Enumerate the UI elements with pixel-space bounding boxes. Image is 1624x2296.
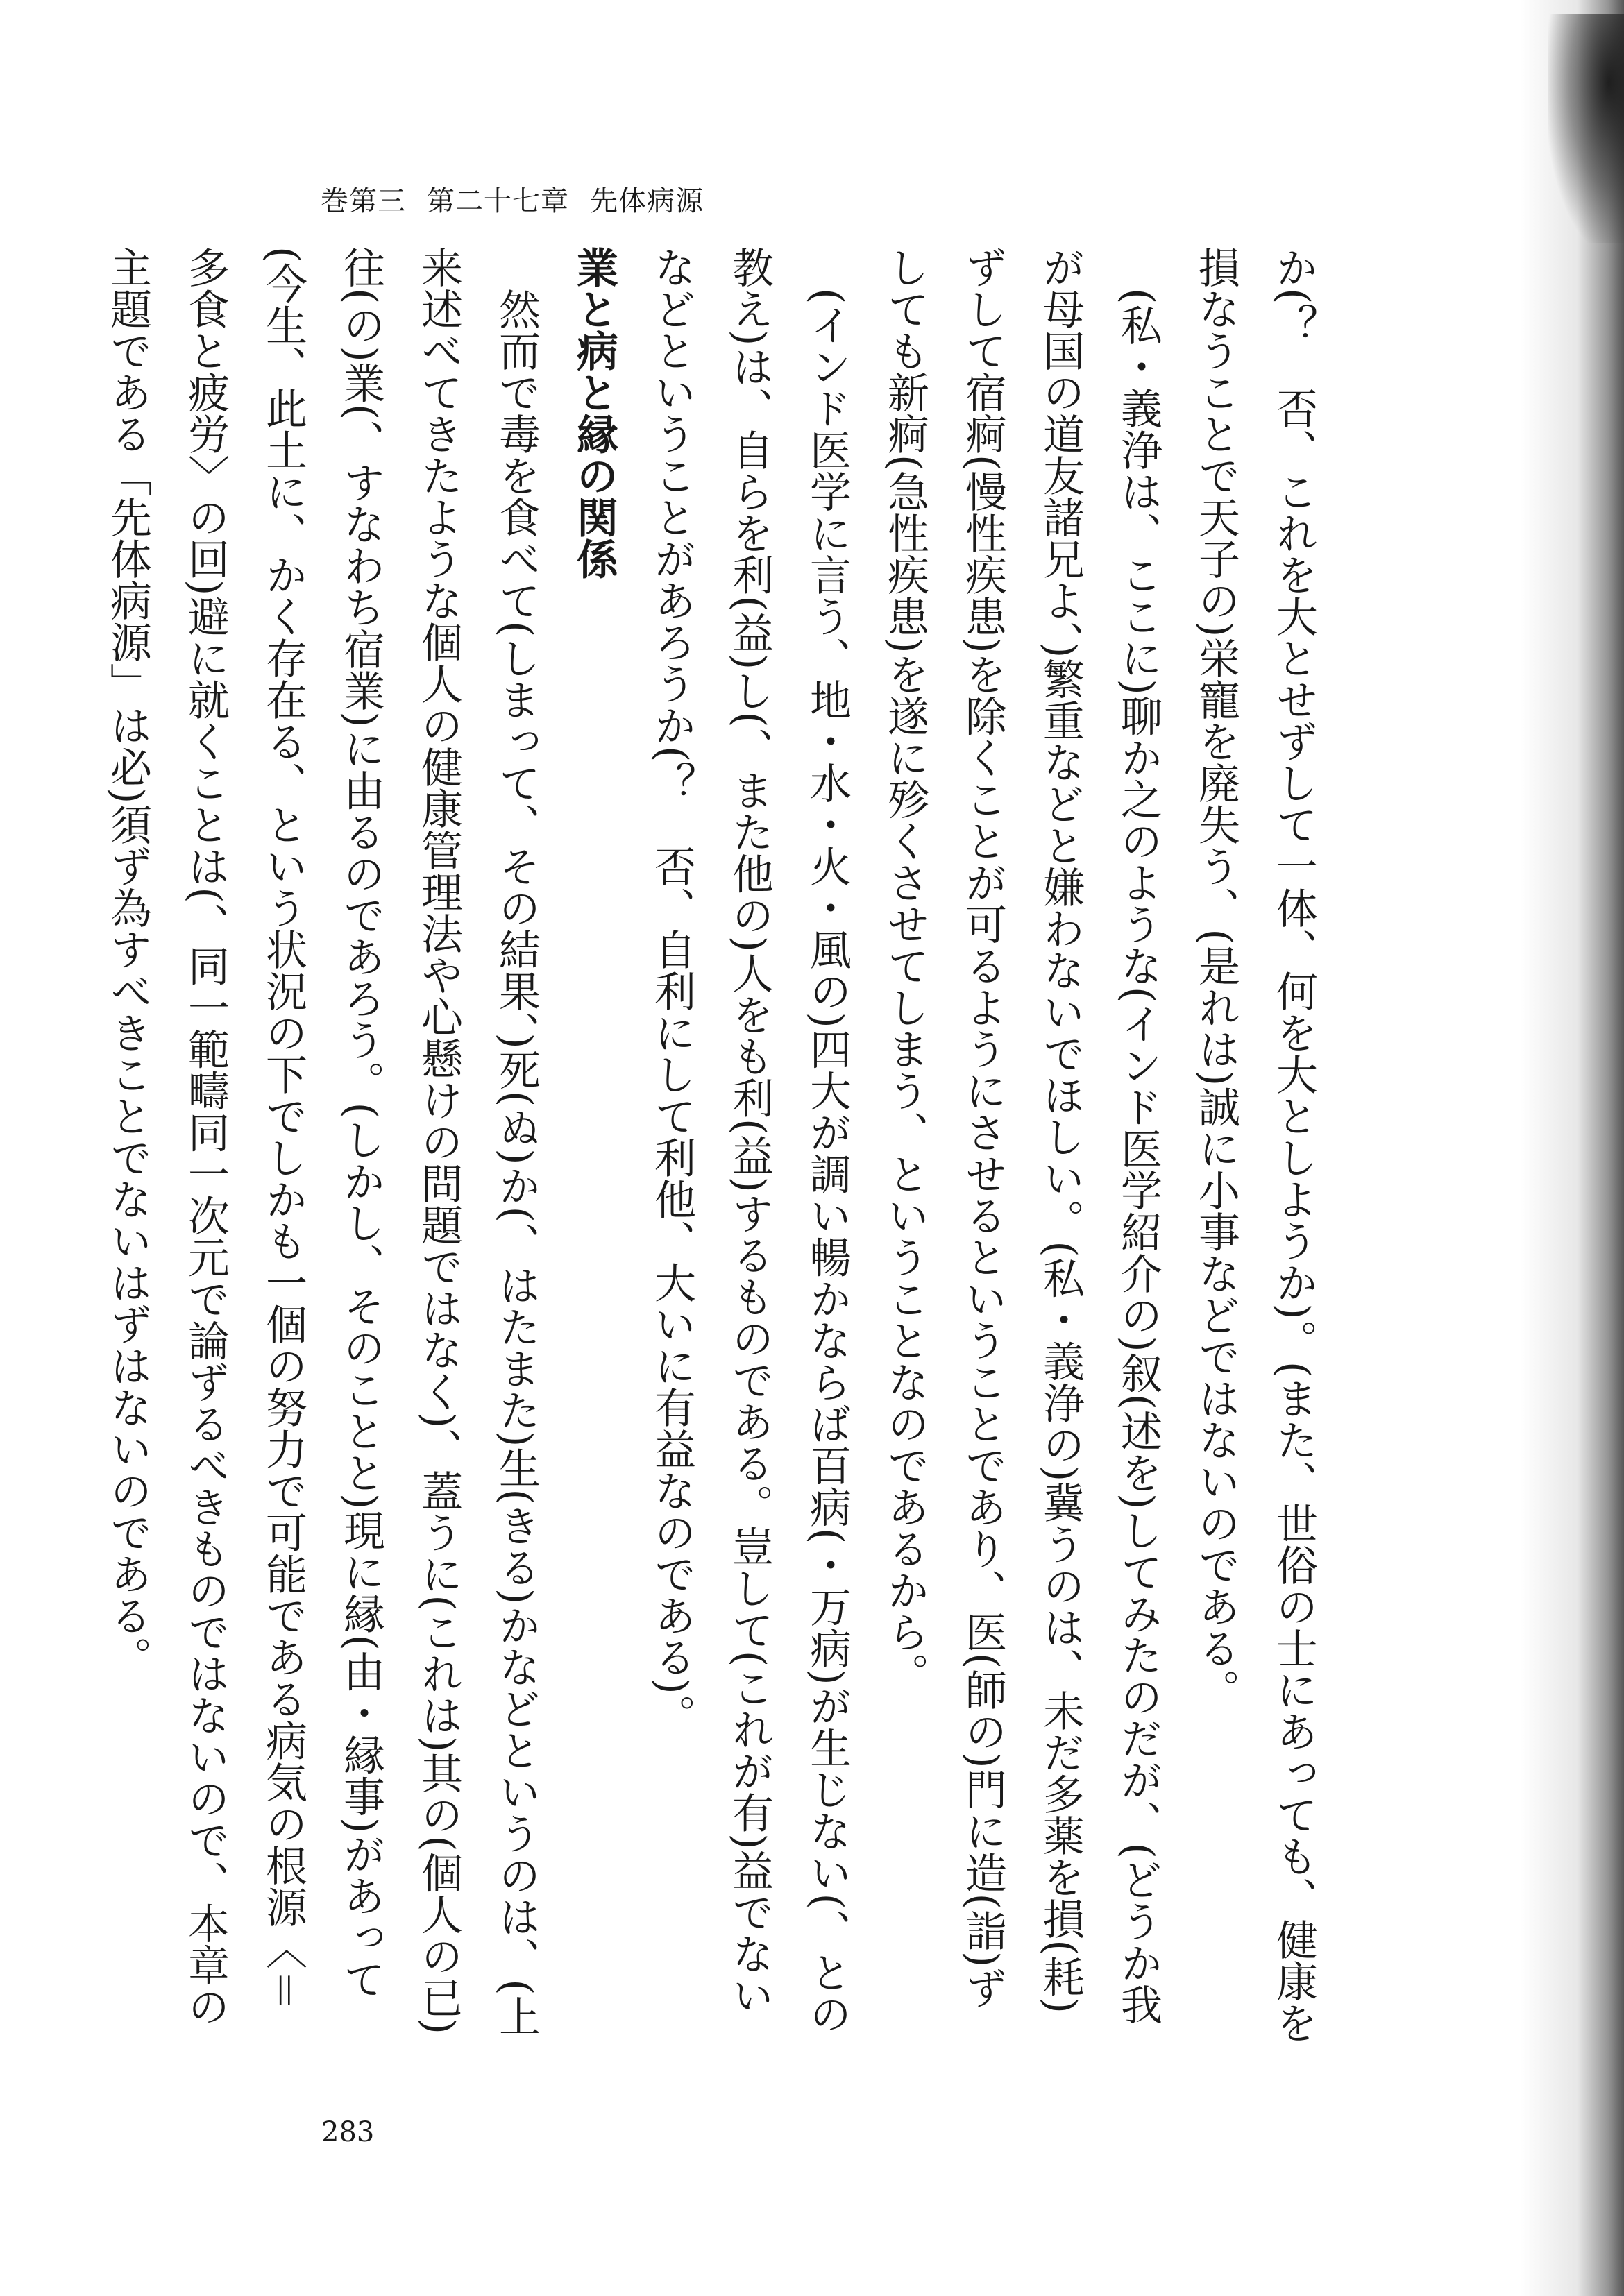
paragraph-2: (私・義浄は、ここに)聊か之のような(インド医学紹介の)叙(述を)してみたのだが、(どうか我が母国の道友諸兄よ、)繁重などと嫌わないでほしい。(私・義浄の)冀うのは、未だ多薬を損(耗)ずして宿痾(慢性疾患)を除くことが可るようにさせるということであり、医(師の)門に造(詣)ずしても新痾(急性疾患)を遂に殄くさせてしまう、ということなのであるから。 [881,246,1162,2025]
chapter-title: 先体病源 [590,185,704,217]
chapter-label: 第二十七章 [427,185,569,217]
paragraph-1: か(？ 否、これを大とせずして一体、何を大としようか)。(また、世俗の士にあっても、健康を損なうことで天子の)栄寵を廃失う、(是れは)誠に小事などではないのである。 [1192,246,1318,2044]
page-number: 283 [321,2116,375,2148]
scan-shadow-corner [1548,14,1624,243]
scan-shadow-edge [1520,0,1624,2296]
paragraph-3: (インド医学に言う、地・水・火・風の)四大が調い暢かならば百病(・万病)が生じない(、との教え)は、自らを利(益)し(、また他の)人をも利(益)するものである。豈して(これが有)益でないなどということがあろうか(？ 否、自利にして利他、大いに有益なのである)。 [648,246,852,2035]
vertical-text-body [103,246,1333,2050]
volume-label: 巻第三 [321,185,406,217]
section-heading: 業と病と縁の関係 [570,246,618,579]
paragraph-4: 然而で毒を食べて(しまって、その結果、)死(ぬ)か(、はたまた)生(きる)かなどというのは、(上来述べてきたような個人の健康管理法や心懸けの問題ではなく)、蓋うに(これは)其の(個人の已)往(の)業(、すなわち宿業)に由るのであろう。(しかし、そのことと)現に縁(由・縁事)があって(今生、此土に、かく存在る、という状況の下でしかも一個の努力で可能である病気の根源〈＝多食と疲労〉の回)避に就くことは(、同一範疇同一次元で論ずるべきものではないので、本章の主題である「先体病源」は必)須ず為すべきことでないはずはないのである。 [103,246,541,2037]
running-head [321,179,704,219]
